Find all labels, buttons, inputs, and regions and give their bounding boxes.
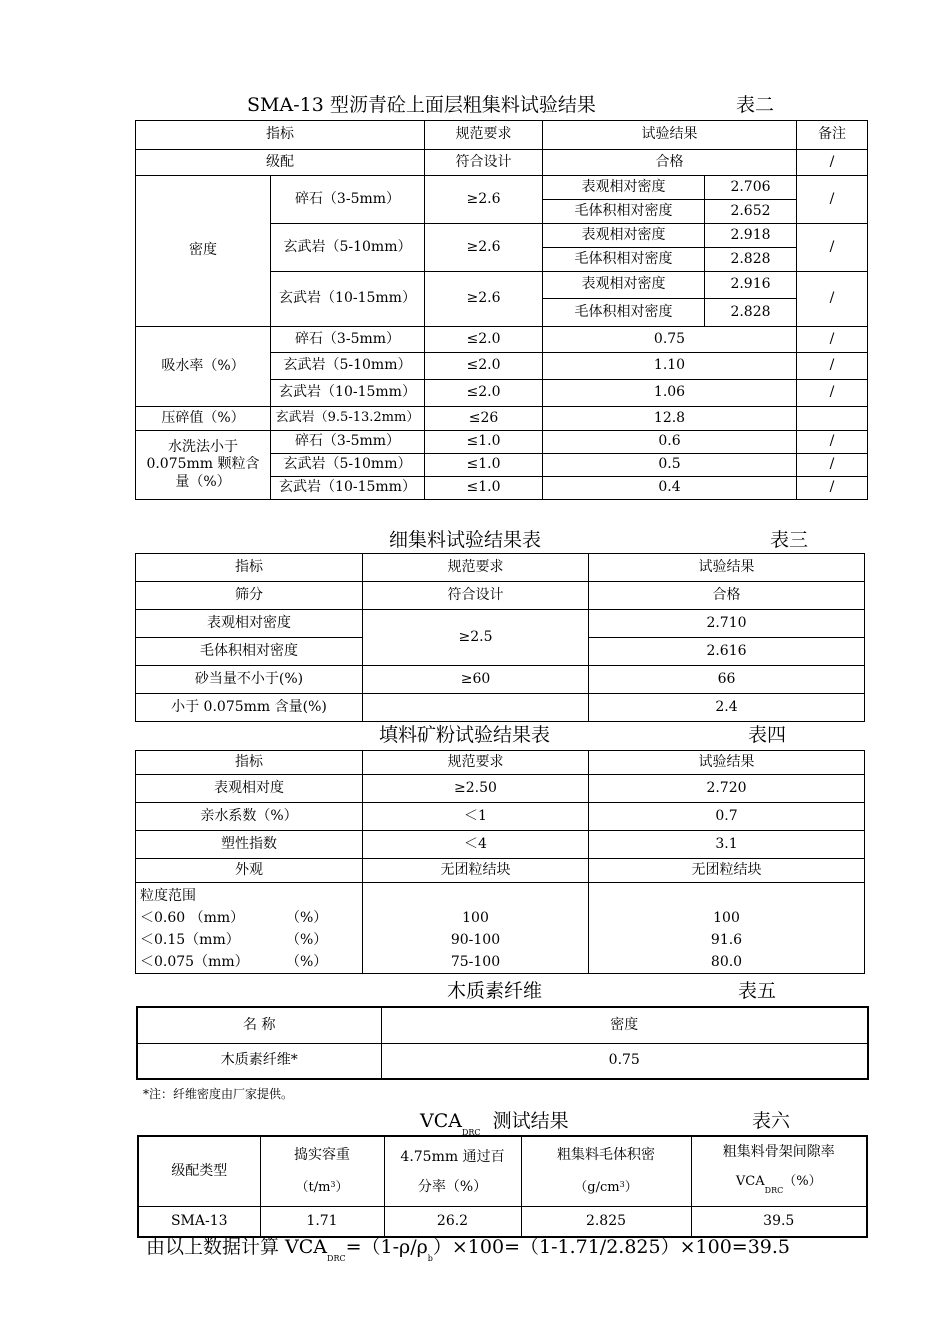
gradation-note: / [797, 150, 868, 176]
header-result: 试验结果 [543, 121, 797, 150]
header-density: 密度 [381, 1007, 868, 1043]
bulk-density-label: 毛体积相对密度 [543, 299, 705, 327]
row-result: 66 [589, 666, 865, 694]
table5-title: 木质素纤维 [447, 980, 543, 1002]
row-result: 2.616 [589, 638, 865, 666]
cell-coarse-bulk-density: 2.825 [521, 1207, 691, 1237]
fiber-name: 木质素纤维* [137, 1043, 381, 1079]
row-req: ＜1 [363, 803, 589, 831]
size-range-cell [136, 883, 363, 974]
apparent-density-value: 2.706 [705, 176, 797, 200]
sieve-label: ＜0.60 （mm） [140, 910, 245, 926]
density-label: 密度 [136, 176, 271, 327]
absorption-note: / [797, 353, 868, 380]
row-req: ≥2.50 [363, 775, 589, 803]
washing-label-line2: 0.075mm 颗粒含 [146, 456, 260, 473]
table3-title: 细集料试验结果表 [389, 529, 542, 551]
washing-note: / [797, 431, 868, 454]
washing-label [136, 431, 271, 500]
cell-passing-rate: 26.2 [384, 1207, 521, 1237]
sieve-label: ＜0.15（mm） [140, 932, 240, 948]
gradation-label: 级配 [136, 150, 425, 176]
table6-number: 表六 [752, 1110, 791, 1132]
vca-formula [146, 1232, 790, 1263]
apparent-density-label: 表观相对密度 [543, 176, 705, 200]
header-sup: 3 [330, 1180, 336, 1189]
header-line1: 4.75mm 通过百 [400, 1148, 505, 1165]
crushing-req: ≤26 [425, 407, 543, 431]
header-passing-rate [384, 1136, 521, 1207]
header-result: 试验结果 [589, 554, 865, 582]
absorption-note: / [797, 380, 868, 407]
row-result: 合格 [589, 582, 865, 610]
absorption-result: 1.06 [543, 380, 797, 407]
apparent-density-label: 表观相对密度 [543, 224, 705, 248]
row-item: 砂当量不小于(%) [136, 666, 363, 694]
washing-req: ≤1.0 [425, 431, 543, 454]
bulk-density-label: 毛体积相对密度 [543, 200, 705, 224]
absorption-req: ≤2.0 [425, 327, 543, 353]
absorption-req: ≤2.0 [425, 380, 543, 407]
header-compacted-density [260, 1136, 384, 1207]
header-sup: 3 [619, 1180, 625, 1189]
row-result: 3.1 [589, 831, 865, 859]
gradation-result: 合格 [543, 150, 797, 176]
row-req: ＜4 [363, 831, 589, 859]
density-material: 碎石（3-5mm） [271, 176, 425, 224]
apparent-density-value: 2.918 [705, 224, 797, 248]
washing-note: / [797, 454, 868, 477]
absorption-material: 碎石（3-5mm） [271, 327, 425, 353]
washing-req: ≤1.0 [425, 477, 543, 500]
absorption-label: 吸水率（%） [136, 327, 271, 407]
table5-footnote: *注：纤维密度由厂家提供。 [143, 1087, 294, 1101]
crushing-label: 压碎值（%） [136, 407, 271, 431]
density-req: ≥2.6 [425, 224, 543, 272]
cell-vca: 39.5 [691, 1207, 867, 1237]
density-note: / [797, 224, 868, 272]
density-note: / [797, 176, 868, 224]
table6-title [420, 1106, 569, 1137]
row-item: 表观相对度 [136, 775, 363, 803]
header-line1: 粗集料毛体积密 [557, 1147, 655, 1163]
sieve-unit: （%） [286, 954, 328, 970]
row-result: 2.4 [589, 694, 865, 722]
table6-title-rest: 测试结果 [492, 1110, 569, 1132]
crushing-material: 玄武岩（9.5-13.2mm） [271, 407, 425, 431]
table6-title-main: VCA [420, 1110, 462, 1132]
formula-mid: =（1-ρ/ρ [345, 1236, 428, 1258]
absorption-note: / [797, 327, 868, 353]
density-material: 玄武岩（10-15mm） [271, 272, 425, 327]
washing-note: / [797, 477, 868, 500]
row-result: 无团粒结块 [589, 859, 865, 883]
header-line2-end: ） [624, 1180, 638, 1195]
washing-material: 玄武岩（10-15mm） [271, 477, 425, 500]
apparent-density-value: 2.916 [705, 272, 797, 299]
density-note: / [797, 272, 868, 327]
size-result: 100 [713, 910, 740, 926]
header-line2: （t/m [295, 1180, 331, 1195]
header-line1: 捣实容重 [294, 1147, 350, 1163]
bulk-density-value: 2.652 [705, 200, 797, 224]
row-result: 0.7 [589, 803, 865, 831]
row-item: 亲水系数（%） [136, 803, 363, 831]
row-result: 2.710 [589, 610, 865, 638]
table2-title: SMA-13 型沥青砼上面层粗集料试验结果 [247, 94, 596, 116]
absorption-req: ≤2.0 [425, 353, 543, 380]
density-req: ≥2.6 [425, 176, 543, 224]
row-req: ≥60 [363, 666, 589, 694]
size-req: 75-100 [450, 954, 501, 970]
header-name: 名 称 [137, 1007, 381, 1043]
size-result: 80.0 [710, 954, 743, 970]
absorption-result: 1.10 [543, 353, 797, 380]
sieve-label: ＜0.075（mm） [140, 954, 249, 970]
size-req: 90-100 [450, 932, 501, 948]
header-grade-type: 级配类型 [138, 1136, 260, 1207]
washing-result: 0.6 [543, 431, 797, 454]
bulk-density-label: 毛体积相对密度 [543, 248, 705, 272]
header-line2: VCA [735, 1174, 765, 1189]
apparent-density-label: 表观相对密度 [543, 272, 705, 299]
washing-result: 0.4 [543, 477, 797, 500]
washing-result: 0.5 [543, 454, 797, 477]
gradation-req: 符合设计 [425, 150, 543, 176]
header-line2: （g/cm [574, 1180, 620, 1195]
size-result: 91.6 [710, 932, 743, 948]
row-item: 小于 0.075mm 含量(%) [136, 694, 363, 722]
vca-table [137, 1135, 868, 1238]
row-item: 毛体积相对密度 [136, 638, 363, 666]
header-coarse-bulk-density [521, 1136, 691, 1207]
row-req: ≥2.5 [363, 610, 589, 666]
absorption-material: 玄武岩（10-15mm） [271, 380, 425, 407]
header-vca [691, 1136, 867, 1207]
row-req: 符合设计 [363, 582, 589, 610]
header-line2: 分率（%） [417, 1178, 488, 1195]
header-line1: 粗集料骨架间隙率 [722, 1144, 835, 1160]
fine-aggregate-table [135, 553, 865, 722]
row-item: 塑性指数 [136, 831, 363, 859]
header-line2-end: ） [335, 1180, 349, 1195]
absorption-result: 0.75 [543, 327, 797, 353]
header-spec: 规范要求 [425, 121, 543, 150]
row-req: 无团粒结块 [363, 859, 589, 883]
table3-number: 表三 [770, 529, 809, 551]
header-indicator: 指标 [136, 554, 363, 582]
header-spec: 规范要求 [363, 554, 589, 582]
crushing-note [797, 407, 868, 431]
formula-sub2: b [427, 1254, 433, 1263]
lignin-fiber-table [136, 1006, 869, 1080]
row-item: 筛分 [136, 582, 363, 610]
header-indicator: 指标 [136, 121, 425, 150]
table5-number: 表五 [738, 980, 777, 1002]
washing-material: 碎石（3-5mm） [271, 431, 425, 454]
washing-material: 玄武岩（5-10mm） [271, 454, 425, 477]
fiber-density: 0.75 [381, 1043, 868, 1079]
row-item: 外观 [136, 859, 363, 883]
formula-sub1: DRC [327, 1254, 346, 1263]
header-result: 试验结果 [589, 751, 865, 775]
header-indicator: 指标 [136, 751, 363, 775]
formula-prefix: 由以上数据计算 VCA [146, 1236, 328, 1258]
table4-number: 表四 [748, 724, 787, 746]
bulk-density-value: 2.828 [705, 248, 797, 272]
header-sub: DRC [764, 1186, 784, 1195]
sieve-unit: （%） [286, 910, 328, 926]
washing-label-line3: 量（%） [175, 473, 231, 490]
absorption-material: 玄武岩（5-10mm） [271, 353, 425, 380]
density-material: 玄武岩（5-10mm） [271, 224, 425, 272]
formula-rest: ）×100=（1-1.71/2.825）×100=39.5 [432, 1236, 791, 1258]
header-line2-end: （%） [783, 1174, 822, 1189]
size-range-req [363, 883, 589, 974]
row-req [363, 694, 589, 722]
size-range-result [589, 883, 865, 974]
bulk-density-value: 2.828 [705, 299, 797, 327]
table6-title-sub: DRC [461, 1128, 481, 1137]
cell-grade-type: SMA-13 [138, 1207, 260, 1237]
density-req: ≥2.6 [425, 272, 543, 327]
table4-title: 填料矿粉试验结果表 [379, 724, 551, 746]
mineral-filler-table [135, 750, 865, 974]
row-result: 2.720 [589, 775, 865, 803]
sieve-unit: （%） [286, 932, 328, 948]
table2-number: 表二 [736, 94, 775, 116]
washing-req: ≤1.0 [425, 454, 543, 477]
header-note: 备注 [797, 121, 868, 150]
coarse-aggregate-table [135, 120, 868, 500]
cell-compacted-density: 1.71 [260, 1207, 384, 1237]
size-req: 100 [462, 910, 489, 926]
header-spec: 规范要求 [363, 751, 589, 775]
crushing-result: 12.8 [543, 407, 797, 431]
size-range-label: 粒度范围 [140, 888, 196, 904]
washing-label-line1: 水洗法小于 [168, 438, 238, 455]
row-item: 表观相对密度 [136, 610, 363, 638]
